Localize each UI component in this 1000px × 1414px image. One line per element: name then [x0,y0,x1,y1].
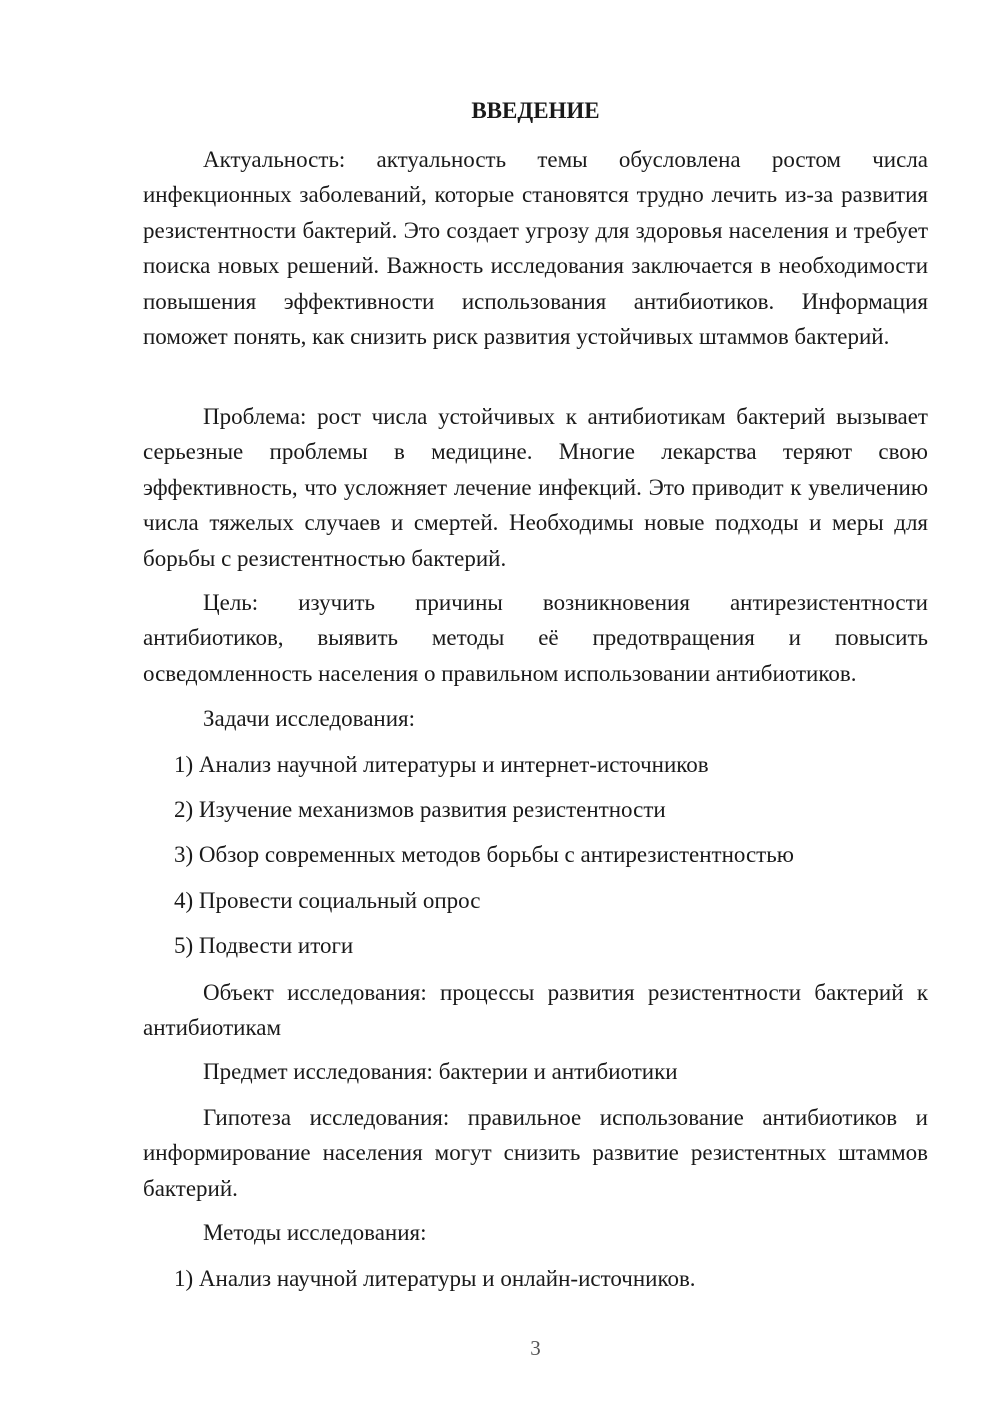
task-item-2: 2) Изучение механизмов развития резистентности [174,797,666,822]
task-item-5: 5) Подвести итоги [174,933,354,958]
relevance-paragraph: Актуальность: актуальность темы обусловлена ростом числа инфекционных заболеваний, которые становятся трудно лечить из-за развития резистентности бактерий. Это создает угрозу для здоровья населения и требует поиска новых решений. Важность исследования заключается в необходимости повышения эффективности использования антибиотиков. Информация поможет понять, как снизить риск развития устойчивых штаммов бактерий. [143,147,928,350]
task-item-1: 1) Анализ научной литературы и интернет-источников [174,752,709,777]
page-number: 3 [530,1336,541,1360]
problem-paragraph: Проблема: рост числа устойчивых к антибиотикам бактерий вызывает серьезные проблемы в медицине. Многие лекарства теряют свою эффективность, что усложняет лечение инфекций. Это приводит к увеличению числа тяжелых случаев и смертей. Необходимы новые подходы и меры для борьбы с резистентностью бактерий. [143,404,928,571]
hypothesis-paragraph: Гипотеза исследования: правильное использование антибиотиков и информирование населения могут снизить развитие резистентных штаммов бактерий. [143,1105,928,1201]
page-title: ВВЕДЕНИЕ [471,98,600,123]
task-item-4: 4) Провести социальный опрос [174,888,481,913]
tasks-heading: Задачи исследования: [203,706,416,731]
goal-paragraph: Цель: изучить причины возникновения антирезистентности антибиотиков, выявить методы её предотвращения и повысить осведомленность населения о правильном использовании антибиотиков. [143,590,928,686]
methods-heading: Методы исследования: [203,1220,427,1245]
object-paragraph: Объект исследования: процессы развития резистентности бактерий к антибиотикам [143,980,928,1041]
task-item-3: 3) Обзор современных методов борьбы с антирезистентностью [174,842,794,867]
method-item-1: 1) Анализ научной литературы и онлайн-источников. [174,1266,696,1291]
subject-paragraph: Предмет исследования: бактерии и антибиотики [203,1059,678,1084]
document-page [143,0,928,1414]
